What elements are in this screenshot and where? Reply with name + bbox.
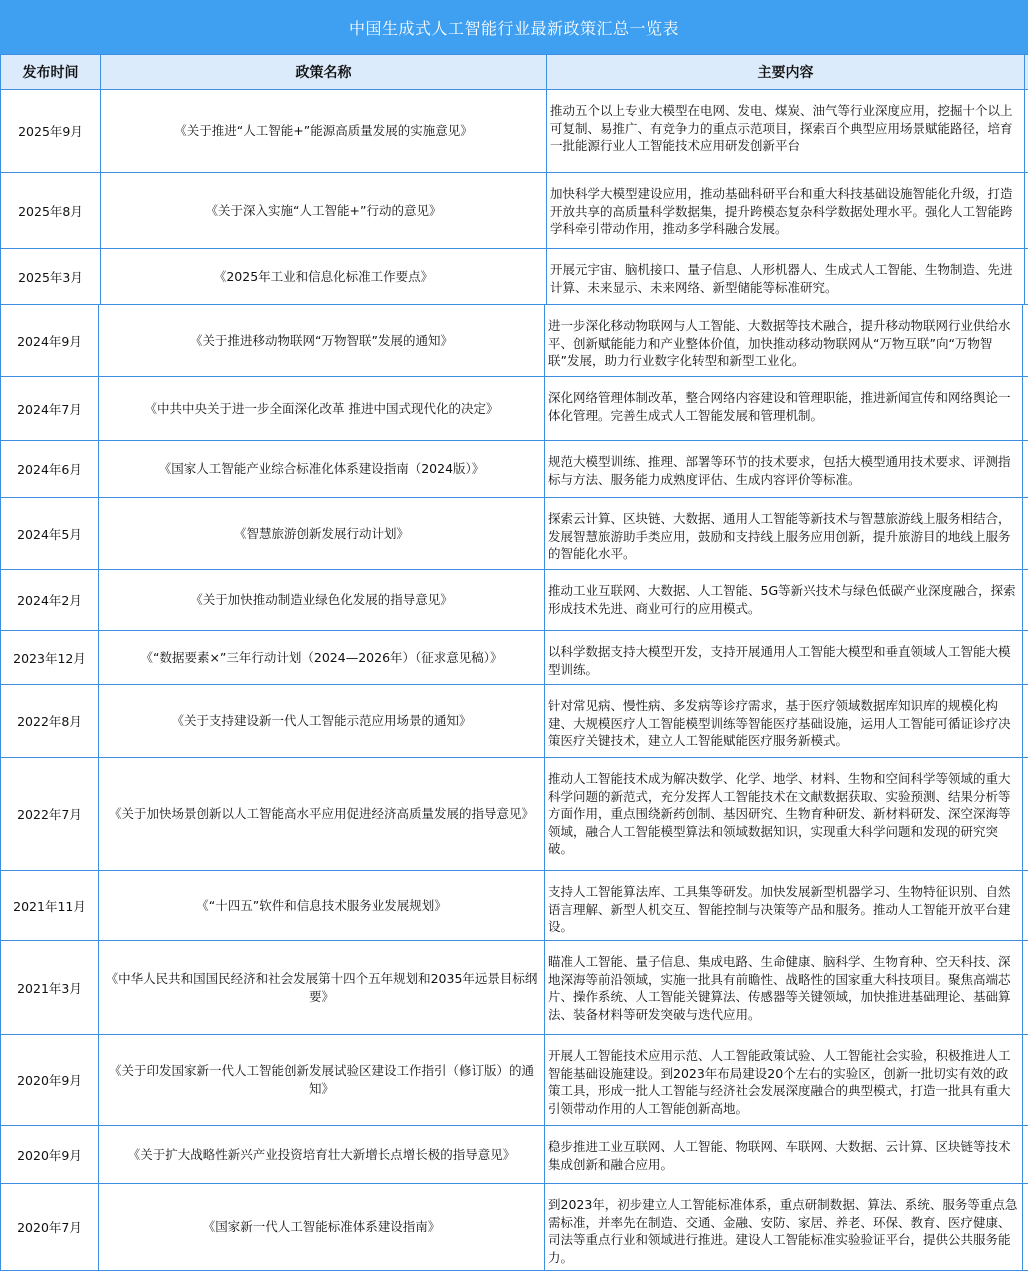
cell-content: 瞄准人工智能、量子信息、集成电路、生命健康、脑科学、生物育种、空天科技、深地深海等前沿领域，实施一批具有前瞻性、战略性的国家重大科技项目。聚焦高端芯片、操作系统、人工智能关键算法、传感器等关键领域，加快推进基础理论、基础算法、装备材料等研发突破与迭代应用。 [545,941,1023,1034]
cell-content: 加快科学大模型建设应用，推动基础科研平台和重大科技基础设施智能化升级，打造开放共享的高质量科学数据集，提升跨模态复杂科学数据处理水平。强化人工智能跨学科牵引带动作用，推动多学科融合发展。 [547,173,1025,248]
cell-content: 到2023年，初步建立人工智能标准体系，重点研制数据、算法、系统、服务等重点急需标准，并率先在制造、交通、金融、安防、家居、养老、环保、教育、医疗健康、司法等重点行业和领域进行推进。建设人工智能标准实验验证平台，提供公共服务能力。 [545,1184,1023,1270]
cell-policy-name: 《“十四五”软件和信息技术服务业发展规划》 [99,871,545,940]
cell-policy-name: 《智慧旅游创新发展行动计划》 [99,498,545,569]
cell-date: 2024年2月 [0,570,99,630]
cell-date: 2020年7月 [0,1184,99,1270]
cell-content: 深化网络管理体制改革，整合网络内容建设和管理职能，推进新闻宣传和网络舆论一体化管理。完善生成式人工智能发展和管理机制。 [545,377,1023,440]
table-row [0,173,1028,249]
cell-policy-name: 《关于推进“人工智能+”能源高质量发展的实施意见》 [101,90,547,172]
cell-date: 2025年8月 [0,173,101,248]
cell-content: 进一步深化移动物联网与人工智能、大数据等技术融合，提升移动物联网行业供给水平、创新赋能能力和产业整体价值，加快推动移动物联网从“万物互联”向“万物智联”发展，助力行业数字化转型和新型工业化。 [545,305,1023,376]
table-row [0,441,1028,498]
cell-date: 2022年8月 [0,685,99,757]
table-row [0,570,1028,631]
cell-date: 2025年9月 [0,90,101,172]
table-row [0,1126,1028,1184]
cell-date: 2024年5月 [0,498,99,569]
table-title: 中国生成式人工智能行业最新政策汇总一览表 [0,0,1028,54]
cell-policy-name: 《关于印发国家新一代人工智能创新发展试验区建设工作指引（修订版）的通知》 [99,1035,545,1125]
cell-date: 2021年3月 [0,941,99,1034]
cell-content: 规范大模型训练、推理、部署等环节的技术要求，包括大模型通用技术要求、评测指标与方法、服务能力成熟度评估、生成内容评价等标准。 [545,441,1023,497]
header-date: 发布时间 [0,55,101,89]
cell-policy-name: 《国家新一代人工智能标准体系建设指南》 [99,1184,545,1270]
cell-date: 2021年11月 [0,871,99,940]
cell-date: 2024年7月 [0,377,99,440]
cell-content: 以科学数据支持大模型开发，支持开展通用人工智能大模型和垂直领域人工智能大模型训练。 [545,631,1023,684]
cell-date: 2023年12月 [0,631,99,684]
table-header [0,54,1028,90]
cell-policy-name: 《中华人民共和国国民经济和社会发展第十四个五年规划和2035年远景目标纲要》 [99,941,545,1034]
table-row [0,758,1028,871]
table-row [0,871,1028,941]
header-name: 政策名称 [101,55,547,89]
cell-date: 2025年3月 [0,249,101,304]
cell-date: 2022年7月 [0,758,99,870]
cell-date: 2024年9月 [0,305,99,376]
header-content: 主要内容 [547,55,1025,89]
cell-content: 探索云计算、区块链、大数据、通用人工智能等新技术与智慧旅游线上服务相结合，发展智慧旅游助手类应用，鼓励和支持线上服务应用创新，提升旅游目的地线上服务的智能化水平。 [545,498,1023,569]
cell-policy-name: 《关于推进移动物联网“万物智联”发展的通知》 [99,305,545,376]
cell-policy-name: 《关于加快推动制造业绿色化发展的指导意见》 [99,570,545,630]
cell-policy-name: 《中共中央关于进一步全面深化改革 推进中国式现代化的决定》 [99,377,545,440]
cell-policy-name: 《2025年工业和信息化标准工作要点》 [101,249,547,304]
cell-content: 开展元宇宙、脑机接口、量子信息、人形机器人、生成式人工智能、生物制造、先进计算、未来显示、未来网络、新型储能等标准研究。 [547,249,1025,304]
table-body [0,90,1028,1271]
cell-content: 推动工业互联网、大数据、人工智能、5G等新兴技术与绿色低碳产业深度融合，探索形成技术先进、商业可行的应用模式。 [545,570,1023,630]
table-row [0,1035,1028,1126]
table-row [0,1184,1028,1271]
cell-policy-name: 《关于深入实施“人工智能+”行动的意见》 [101,173,547,248]
table-row [0,941,1028,1035]
cell-content: 推动五个以上专业大模型在电网、发电、煤炭、油气等行业深度应用，挖掘十个以上可复制、易推广、有竞争力的重点示范项目，探索百个典型应用场景赋能路径，培育一批能源行业人工智能技术应用研发创新平台 [547,90,1025,172]
cell-date: 2024年6月 [0,441,99,497]
table-row [0,249,1028,305]
cell-content: 稳步推进工业互联网、人工智能、物联网、车联网、大数据、云计算、区块链等技术集成创新和融合应用。 [545,1126,1023,1183]
cell-content: 支持人工智能算法库、工具集等研发。加快发展新型机器学习、生物特征识别、自然语言理解、新型人机交互、智能控制与决策等产品和服务。推动人工智能开放平台建设。 [545,871,1023,940]
cell-content: 推动人工智能技术成为解决数学、化学、地学、材料、生物和空间科学等领域的重大科学问题的新范式，充分发挥人工智能技术在文献数据获取、实验预测、结果分析等方面作用，重点围绕新药创制、基因研究、生物育种研发、新材料研发、深空深海等领域，融合人工智能模型算法和领域数据知识，实现重大科学问题和发现的研究突破。 [545,758,1023,870]
cell-date: 2020年9月 [0,1035,99,1125]
cell-content: 开展人工智能技术应用示范、人工智能政策试验、人工智能社会实验，积极推进人工智能基础设施建设。到2023年布局建设20个左右的实验区，创新一批切实有效的政策工具，形成一批人工智能与经济社会发展深度融合的典型模式，打造一批具有重大引领带动作用的人工智能创新高地。 [545,1035,1023,1125]
cell-policy-name: 《关于支持建设新一代人工智能示范应用场景的通知》 [99,685,545,757]
cell-content: 针对常见病、慢性病、多发病等诊疗需求，基于医疗领域数据库知识库的规模化构建、大规模医疗人工智能模型训练等智能医疗基础设施，运用人工智能可循证诊疗决策医疗关键技术，建立人工智能赋能医疗服务新模式。 [545,685,1023,757]
cell-policy-name: 《关于扩大战略性新兴产业投资培育壮大新增长点增长极的指导意见》 [99,1126,545,1183]
table-row [0,305,1028,377]
table-row [0,685,1028,758]
table-row [0,377,1028,441]
cell-policy-name: 《“数据要素×”三年行动计划（2024—2026年）（征求意见稿）》 [99,631,545,684]
cell-policy-name: 《国家人工智能产业综合标准化体系建设指南（2024版）》 [99,441,545,497]
cell-policy-name: 《关于加快场景创新以人工智能高水平应用促进经济高质量发展的指导意见》 [99,758,545,870]
table-row [0,90,1028,173]
table-row [0,631,1028,685]
table-row [0,498,1028,570]
cell-date: 2020年9月 [0,1126,99,1183]
